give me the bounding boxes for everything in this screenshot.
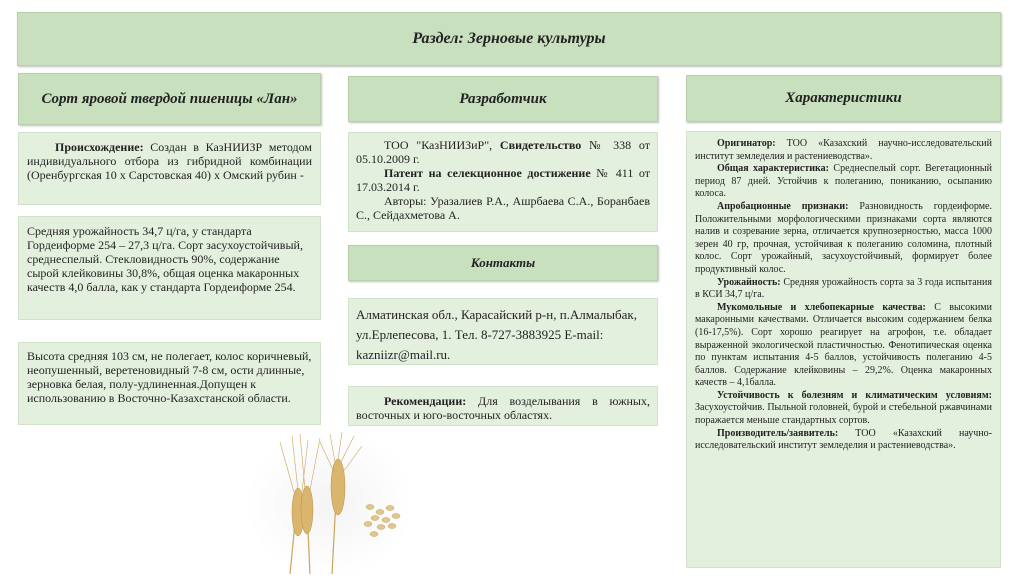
- characteristics-panel: [686, 131, 1001, 568]
- char-label: Апробационные признаки:: [717, 200, 849, 212]
- origin-text: Создан в КазНИИЗР методом индивидуального отбора из гибридной комбинации (Оренбургская 10 х Сарстовская 40) х Омский рубин -: [27, 140, 312, 182]
- authors-text: Авторы: Уразалиев Р.А., Ашрбаева С.А., Боранбаев С., Сейдахметова А.: [356, 194, 650, 222]
- section-title: Раздел: Зерновые культуры: [412, 30, 606, 47]
- contacts-panel: [348, 298, 658, 365]
- char-label: Оригинатор:: [717, 138, 776, 149]
- developer-org: ТОО "КазНИИЗиР",: [384, 138, 493, 152]
- recommendations-label: Рекомендации:: [384, 394, 467, 408]
- origin-label: Происхождение:: [55, 140, 144, 154]
- char-item: [695, 277, 992, 302]
- recommendations-text: Для возделывания в южных, восточных и юго-восточных областях.: [356, 394, 650, 422]
- char-text: С высокими макаронными качествами. Отличается высоким содержанием белка (16-17,5%). Сорт хорошо реагирует на агрофон, т.е. обладает выраженной экологической пластичностью. Фенотипическая оценка по пунктам испытания 4-5 баллов, устойчивость полеганию 4-5 баллов. Содержание клейковины – 29,2%. Оценка макаронных качеств – 4,1балла.: [695, 301, 992, 389]
- contacts-heading-box: [348, 245, 658, 281]
- height-panel: [18, 342, 321, 425]
- char-label: Урожайность:: [717, 276, 781, 288]
- char-label: Устойчивость к болезням и климатическим условиям:: [717, 389, 992, 401]
- char-text: ТОО «Казахский научно-исследовательский институт земледелия и растениеводства».: [695, 138, 992, 162]
- char-label: Мукомольные и хлебопекарные качества:: [717, 301, 926, 313]
- patent-label: Патент на селекционное достижение: [384, 166, 591, 180]
- certificate-text: № 338 от 05.10.2009 г.: [356, 138, 650, 166]
- section-title-bar: [17, 12, 1001, 66]
- char-label: Общая характеристика:: [717, 163, 829, 175]
- contacts-address: Алматинская обл., Карасайский р-н, п.Алмалыбак, ул.Ерлепесова, 1. Тел. 8-727-3883925 E-mail: kazniizr@mail.ru.: [356, 307, 637, 362]
- char-text: ТОО «Казахский научно-исследовательский институт земледелия и растениеводства».: [695, 427, 992, 452]
- char-text: Средняя урожайность сорта за 3 года испытания в КСИ 34,7 ц/га.: [695, 276, 992, 301]
- characteristics-heading: Характеристики: [785, 90, 902, 106]
- certificate-label: Свидетельство: [499, 138, 582, 152]
- height-text: Высота средняя 103 см, не полегает, колос коричневый, неопушенный, веретеновидный 7-8 см, ости длинные, зерновка белая, полу-удлиненная.Допущен к использованию в Восточно-Казахстанской области.: [27, 349, 312, 405]
- char-item: [695, 428, 992, 453]
- contacts-heading: Контакты: [470, 255, 536, 270]
- developer-panel: [348, 132, 658, 232]
- characteristics-heading-box: [686, 75, 1001, 122]
- char-item: [695, 390, 992, 428]
- char-text: Засухоустойчив. Пыльной головней, бурой и стебельной ржавчинами поражается меньше стандартных сортов.: [695, 402, 992, 427]
- variety-heading-box: [18, 73, 321, 125]
- yield-panel: [18, 216, 321, 320]
- developer-heading-box: [348, 76, 658, 122]
- char-label: Производитель/заявитель:: [717, 427, 839, 439]
- char-item: [695, 138, 992, 163]
- char-text: Разновидность гордеиформе. Положительными морфологическими признаками сорта являются налив и созревание зерна, отличается крупнозерностью, масса 1000 зерен 40 гр, прочная, устойчивая к полеганию соломина, плотный колос. Сорт урожайный, засухоустойчивый, формирует более продуктивный колос.: [695, 200, 992, 275]
- char-item: [695, 163, 992, 201]
- developer-heading: Разработчик: [459, 90, 547, 107]
- wheat-image: [250, 432, 410, 574]
- yield-text: Средняя урожайность 34,7 ц/га, у стандарта Гордеиформе 254 – 27,3 ц/га. Сорт засухоустойчивый, среднеспелый. Стекловидность 90%, содержание сырой клейковины 30,8%, общая оценка макаронных качеств 4,0 балла, как у стандарта Гордеиформе 254.: [27, 224, 303, 294]
- patent-text: № 411 от 17.03.2014 г.: [356, 166, 651, 194]
- char-text: Среднеспелый сорт. Вегетационный период 87 дней. Устойчив к полеганию, пониканию, осыпанию колоса.: [695, 163, 992, 200]
- wheat-ears-illustration: [250, 432, 410, 574]
- variety-heading: Сорт яровой твердой пшеницы «Лан»: [41, 91, 298, 107]
- recommendations-panel: [348, 386, 658, 426]
- char-item: [695, 302, 992, 390]
- char-item: [695, 201, 992, 277]
- origin-panel: [18, 132, 321, 205]
